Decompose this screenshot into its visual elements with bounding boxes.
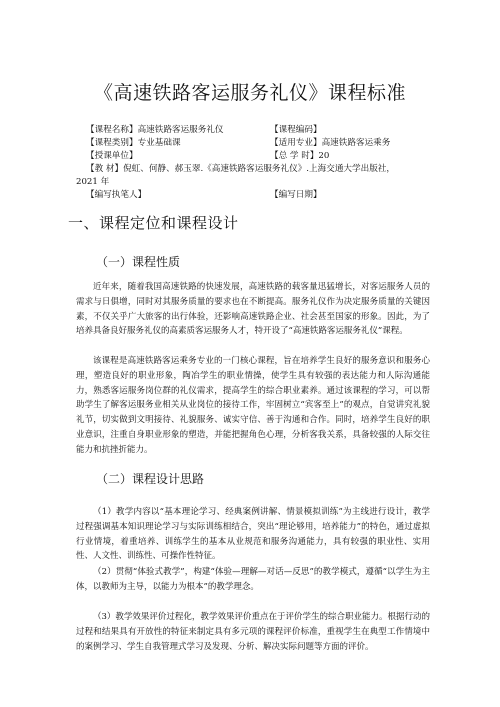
teaching-unit: 【授课单位】 (86, 151, 138, 161)
paragraph: 近年来，随着我国高速铁路的快速发展，高速铁路的载客量迅猛增长，对客运服务人员的需求与日俱增，同时对其服务质量的要求也在不断提高。服务礼仪作为决定服务质量的关键因素，不仅关乎广大旅客的出行体验，还影响高速铁路企业、社会甚至国家的形象。因此，为了培养具备良好服务礼仪的高素质客运服务人才，特开设了“高速铁路客运服务礼仪”课程。 (76, 282, 430, 337)
textbook-continued: 2021 年 (76, 177, 110, 187)
paragraph: （3）教学效果评价过程化，教学效果评价重点在于评价学生的综合职业能力。根据行动的过程和结果具有开放性的特征来制定具有多元项的课程评价标准，重视学生在典型工作情境中的案例学习、学生自我管理式学习及发现、分析、解决实际问题等方面的评价。 (76, 612, 430, 652)
paragraph: 该课程是高速铁路客运乘务专业的一门核心课程，旨在培养学生良好的服务意识和服务心理，塑造良好的职业形象，陶冶学生的职业情操，使学生具有较强的表达能力和人际沟通能力，熟悉客运服务岗位群的礼仪需求，提高学生的综合职业素养。通过该课程的学习，可以帮助学生了解客运服务业相关从业岗位的接待工作，牢固树立“宾客至上”的观点，自觉讲究礼貌礼节，切实做到文明接待、礼貌服务、诚实守信、善于沟通和合作。同时，培养学生良好的职业意识，注重自身职业形象的塑造，并能把握角色心理，分析客我关系，具备较强的人际交往能力和抗挫折能力。 (76, 356, 430, 455)
textbook: 【教 材】倪虹、何静、郝玉翠.《高速铁路客运服务礼仪》.上海交通大学出版社， (86, 164, 395, 174)
paragraph: （1）教学内容以“基本理论学习、经典案例讲解、情景模拟训练”为主线进行设计，教学过程强调基本知识理论学习与实际训练相结合，突出“理论够用，培养能力”的特色，通过虚拟行业情境，着重培养、训练学生的基本从业规范和服务沟通能力，具有较强的职业性、实用性、人文性、训练性、可操作性特征。 (76, 507, 430, 562)
writing-date: 【编写日期】 (270, 190, 322, 200)
document-title: 《高速铁路客运服务礼仪》课程标准 (93, 82, 406, 104)
meta-row (86, 189, 436, 202)
author: 【编写执笔人】 (86, 190, 147, 200)
section-heading: 一、课程定位和课程设计 (68, 214, 239, 232)
subsection-heading-course-nature: （一）课程性质 (96, 255, 181, 269)
total-hours: 【总 学 时】20 (270, 151, 330, 161)
meta-row (86, 163, 436, 176)
subsection-heading-design-ideas: （二）课程设计思路 (96, 472, 205, 486)
meta-row (86, 137, 436, 150)
applicable-major: 【适用专业】高速铁路客运乘务 (270, 138, 391, 148)
course-type: 【课程类别】专业基础课 (86, 138, 181, 148)
paragraph: （2）贯彻“体验式教学”，构建“体验—理解—对话—反思”的教学模式，遵循“以学生为主体，以教师为主导，以能力为根本”的教学理念。 (76, 567, 430, 592)
course-code: 【课程编码】 (270, 125, 322, 135)
meta-row (86, 124, 436, 137)
course-name: 【课程名称】高速铁路客运服务礼仪 (86, 125, 224, 135)
course-meta (76, 124, 436, 202)
meta-row (86, 150, 436, 163)
